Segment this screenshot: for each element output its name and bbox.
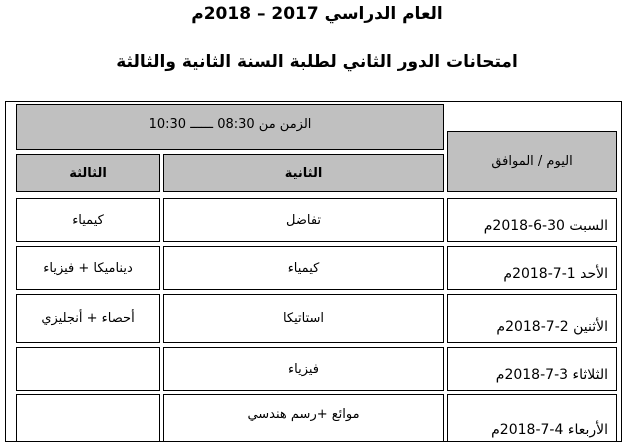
- row-third-year-subject: ديناميكا + فيزياء: [16, 246, 160, 290]
- row-day: الثلاثاء 3-7-2018م: [447, 347, 617, 391]
- row-third-year-subject: كيمياء: [16, 198, 160, 242]
- row-third-year-subject: أحصاء + أنجليزي: [16, 294, 160, 343]
- row-third-year-subject: [16, 347, 160, 391]
- day-date-header: اليوم / الموافق: [447, 131, 617, 192]
- row-third-year-subject: [16, 394, 160, 442]
- row-second-year-subject: كيمياء: [163, 246, 444, 290]
- row-day: الأربعاء 4-7-2018م: [447, 394, 617, 442]
- academic-year-title: العام الدراسي 2017 – 2018م: [191, 4, 443, 24]
- row-second-year-subject: موائع +رسم هندسي: [163, 394, 444, 442]
- exam-schedule-table: [5, 101, 622, 442]
- row-day: السبت 30-6-2018م: [447, 198, 617, 242]
- row-second-year-subject: استاتيكا: [163, 294, 444, 343]
- row-second-year-subject: تفاضل: [163, 198, 444, 242]
- time-range-header: الزمن من 08:30 ــــــ 10:30: [16, 104, 444, 150]
- row-second-year-subject: فيزياء: [163, 347, 444, 391]
- row-day: الأثنين 2-7-2018م: [447, 294, 617, 343]
- row-day: الأحد 1-7-2018م: [447, 246, 617, 290]
- exam-schedule-title: امتحانات الدور الثاني لطلبة السنة الثانية والثالثة: [116, 52, 518, 72]
- column-header-third-year: الثالثة: [16, 154, 160, 192]
- column-header-second-year: الثانية: [163, 154, 444, 192]
